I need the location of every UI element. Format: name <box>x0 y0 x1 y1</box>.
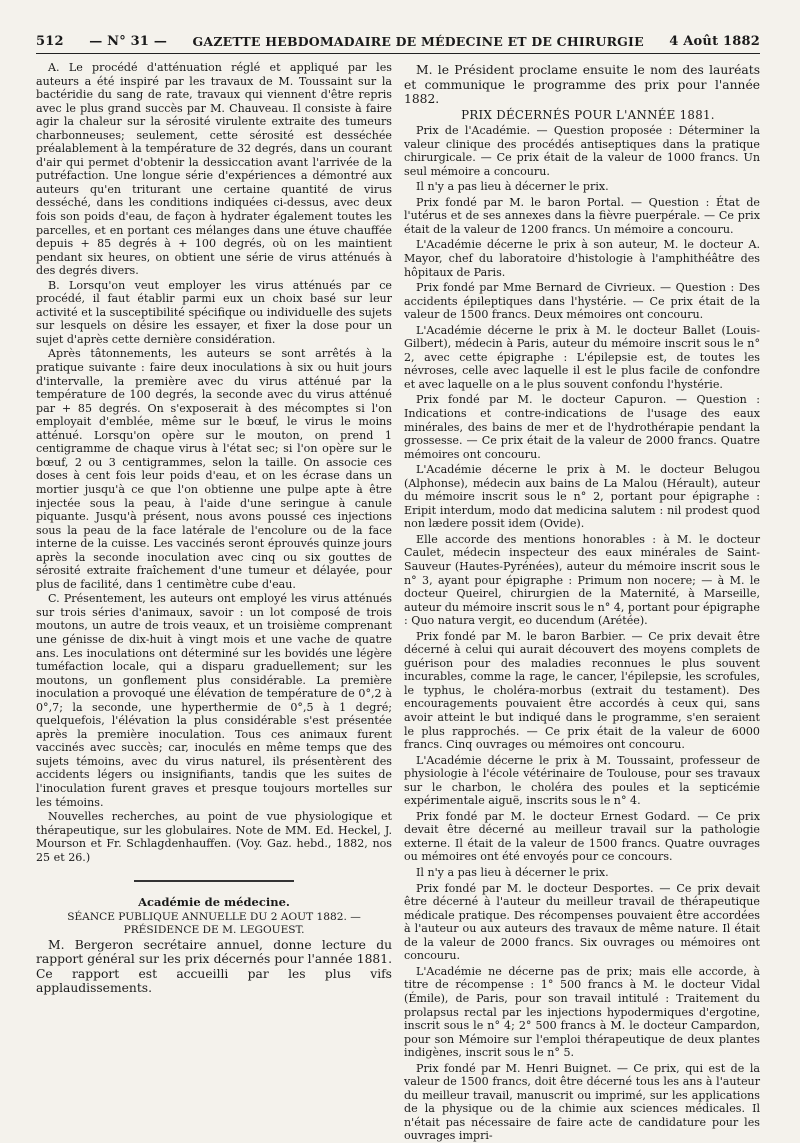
issue-number: — N° 31 — <box>89 34 168 49</box>
section-divider <box>134 880 294 882</box>
two-column-body <box>36 61 760 1143</box>
left-column <box>36 61 392 1143</box>
prix-paragraph: Prix fondé par M. le baron Barbier. — Ce prix devait être décerné à celui qui aurait découvert des moyens complets de guérison pour des maladies reconnues le plus souvent incurables, comme la rage, le cancer, l'épilepsie, les scrofules, le typhus, le choléra-morbus (extrait du testament). Des encouragements pouvaient être accordés à ceux qui, sans avoir atteint le but indiqué dans le programme, s'en seraient le plus rapprochés. — Ce prix était de la valeur de 6000 francs. Cinq ouvrages ou mémoires ont concouru. <box>404 629 760 752</box>
opening-paragraph: M. Bergeron secrétaire annuel, donne lecture du rapport général sur les prix décernés pour l'année 1881. Ce rapport est accueilli par les plus vifs applaudissements. <box>36 937 392 996</box>
right-column <box>404 61 760 1143</box>
prix-paragraph: L'Académie ne décerne pas de prix; mais elle accorde, à titre de récompense : 1° 500 francs à M. le docteur Vidal (Émile), de Paris, pour son travail intitulé : Traitement du prolapsus rectal par les injections hypodermiques d'ergotine, inscrit sous le n° 4; 2° 500 francs à M. le docteur Campardon, pour son Mémoire sur l'emploi thérapeutique de deux plantes indigènes, inscrit sous le n° 5. <box>404 964 760 1060</box>
prix-paragraph: Prix fondé par M. le docteur Ernest Godard. — Ce prix devait être décerné au meilleur travail sur la pathologie externe. Il était de la valeur de 1500 francs. Quatre ouvrages ou mémoires ont été envoyés pour ce concours. <box>404 809 760 864</box>
prix-paragraph: L'Académie décerne le prix à M. Toussaint, professeur de physiologie à l'école vétérinaire de Toulouse, pour ses travaux sur le charbon, le choléra des poules et la septicémie expérimentale aiguë, inscrits sous le n° 4. <box>404 753 760 808</box>
seance-heading: SÉANCE PUBLIQUE ANNUELLE DU 2 AOUT 1882. — PRÉSIDENCE DE M. LEGOUEST. <box>67 910 361 936</box>
prix-heading: PRIX DÉCERNÉS POUR L'ANNÉE 1881. <box>461 107 715 122</box>
prix-paragraph: Prix fondé par M. le docteur Capuron. — Question : Indications et contre-indications de l'usage des eaux minérales, des bains de mer et de l'hydrothérapie pendant la grossesse. — Ce prix était de la valeur de 2000 francs. Quatre mémoires ont concouru. <box>404 393 760 461</box>
prix-paragraph: Il n'y a pas lieu à décerner le prix. <box>416 866 609 880</box>
president-intro: M. le Président proclame ensuite le nom des lauréats et communique le programme des prix pour l'année 1882. <box>404 63 760 106</box>
page-header <box>36 34 760 54</box>
page-number: 512 <box>36 34 64 49</box>
journal-title: GAZETTE HEBDOMADAIRE DE MÉDECINE ET DE CHIRURGIE <box>192 34 644 49</box>
prix-paragraph: Elle accorde des mentions honorables : à M. le docteur Caulet, médecin inspecteur des eaux minérales de Saint-Sauveur (Hautes-Pyrénées), auteur du mémoire inscrit sous le n° 3, ayant pour épigraphe : Primum non nocere; — à M. le docteur Queirel, chirurgien de la Maternité, à Marseille, auteur du mémoire inscrit sous le n° 4, portant pour épigraphe : Quo natura vergit, eo ducendum (Arétée). <box>404 532 760 628</box>
paragraph-pratique: Après tâtonnements, les auteurs se sont arrêtés à la pratique suivante : faire deux inoculations à six ou huit jours d'intervalle, la première avec du virus atténué par la température de 100 degrés, la seconde avec du virus atténué par + 85 degrés. On s'exposerait à des mécomptes si l'on employait d'emblée, même sur le bœuf, le virus le moins atténué. Lorsqu'on opère sur le mouton, on prend 1 centigramme de chaque virus à l'état sec; si l'on opère sur le bœuf, 2 ou 3 centigrammes, selon la taille. On associe ces doses à cent fois leur poids d'eau, et on les écrase dans un mortier jusqu'à ce que l'on obtienne une pulpe apte à être injectée sous la peau, à l'aide d'une seringue à canule piquante. Jusqu'à présent, nous avons poussé ces injections sous la peau de la face latérale de l'encolure ou de la face interne de la cuisse. Les vaccinés seront éprouvés quinze jours après la seconde inoculation avec cinq ou six gouttes de sérosité extraite fraîchement d'une tumeur et délayée, pour plus de facilité, dans 1 centimètre cube d'eau. <box>36 347 392 591</box>
prix-paragraph: Prix fondé par M. le baron Portal. — Question : État de l'utérus et de ses annexes dans la fièvre puerpérale. — Ce prix était de la valeur de 1200 francs. Un mémoire a concouru. <box>404 195 760 236</box>
paragraph-b: B. Lorsqu'on veut employer les virus atténués par ce procédé, il faut établir parmi eux un choix basé sur leur activité et la susceptibilité spécifique ou individuelle des sujets sur lesquels on désire les essayer, et fixer la dose pour un sujet d'après cette dernière considération. <box>36 278 392 346</box>
issue-date: 4 Août 1882 <box>669 34 760 49</box>
paragraph-c: C. Présentement, les auteurs ont employé les virus atténués sur trois séries d'animaux, savoir : un lot composé de trois moutons, un autre de trois veaux, et un troisième comprenant une génisse de dix-huit à vingt mois et une vache de quatre ans. Les inoculations ont déterminé sur les bovidés une légère tuméfaction locale, qui a disparu graduellement; sur les moutons, un gonflement plus considérable. La première inoculation a provoqué une élévation de température de 0°,2 à 0°,7; la seconde, une hyperthermie de 0°,5 à 1 degré; quelquefois, l'élévation la plus considérable s'est présentée après la première inoculation. Tous ces animaux furent vaccinés avec succès; car, inoculés en même temps que des sujets témoins, avec du virus naturel, ils présentèrent des accidents légers ou insignifiants, tandis que les suites de l'inoculation furent graves et presque toujours mortelles sur les témoins. <box>36 592 392 809</box>
prix-paragraph: Prix fondé par M. Henri Buignet. — Ce prix, qui est de la valeur de 1500 francs, doit être décerné tous les ans à l'auteur du meilleur travail, manuscrit ou imprimé, sur les applications de la physique ou de la chimie aux sciences médicales. Il n'était pas nécessaire de faire acte de candidature pour les ouvrages impri- <box>404 1061 760 1143</box>
prix-paragraph: Prix de l'Académie. — Question proposée : Déterminer la valeur clinique des procédés antiseptiques dans la pratique chirurgicale. — Ce prix était de la valeur de 1000 francs. Un seul mémoire a concouru. <box>404 124 760 178</box>
prix-paragraph: L'Académie décerne le prix à M. le docteur Ballet (Louis-Gilbert), médecin à Paris, auteur du mémoire inscrit sous le n° 2, avec cette épigraphe : L'épilepsie est, de toutes les névroses, celle avec laquelle il est le plus facile de confondre et avec laquelle on a le plus souvent confondu l'hystérie. <box>404 323 760 391</box>
prix-paragraph: Prix fondé par Mme Bernard de Civrieux. — Question : Des accidents épileptiques dans l'hystérie. — Ce prix était de la valeur de 1500 francs. Deux mémoires ont concouru. <box>404 281 760 322</box>
prix-paragraph: Il n'y a pas lieu à décerner le prix. <box>416 180 609 194</box>
note-globulaires: Nouvelles recherches, au point de vue physiologique et thérapeutique, sur les globulaires. Note de MM. Ed. Heckel, J. Mourson et Fr. Schlagdenhauffen. (Voy. Gaz. hebd., 1882, nos 25 et 26.) <box>36 810 392 864</box>
academie-title: Académie de médecine. <box>138 895 290 910</box>
prix-paragraph: Prix fondé par M. le docteur Desportes. — Ce prix devait être décerné à l'auteur du meilleur travail de thérapeutique médicale pratique. Des récompenses pouvaient être accordées à l'auteur ou aux auteurs des travaux de même nature. Il était de la valeur de 2000 francs. Six ouvrages ou mémoires ont concouru. <box>404 881 760 963</box>
paragraph-a: A. Le procédé d'atténuation réglé et appliqué par les auteurs a été inspiré par les travaux de M. Toussaint sur la bactéridie du sang de rate, travaux qui viennent d'être repris avec le plus grand succès par M. Chauveau. Il consiste à faire agir la chaleur sur la sérosité virulente extraite des tumeurs charbonneuses; seulement, cette sérosité est desséchée préalablement à la température de 32 degrés, dans un courant d'air qui permet d'obtenir la dessiccation avant l'arrivée de la putréfaction. Une longue série d'expériences a démontré aux auteurs qu'en triturant une certaine quantité de virus desséché, dans les conditions indiquées ci-dessus, avec deux fois son poids d'eau, de façon à hydrater également toutes les parcelles, et en portant ces mélanges dans une étuve chauffée depuis + 85 degrés à + 100 degrés, où on les maintient pendant six heures, on obtient une série de virus atténués à des degrés divers. <box>36 61 392 278</box>
prix-paragraph: L'Académie décerne le prix à son auteur, M. le docteur A. Mayor, chef du laboratoire d'histologie à l'amphithéâtre des hôpitaux de Paris. <box>404 238 760 279</box>
prix-paragraph: L'Académie décerne le prix à M. le docteur Belugou (Alphonse), médecin aux bains de La Malou (Hérault), auteur du mémoire inscrit sous le n° 2, portant pour épigraphe : Eripit interdum, modo dat medicina salutem : nil prodest quod non lædere possit idem (Ovide). <box>404 463 760 531</box>
